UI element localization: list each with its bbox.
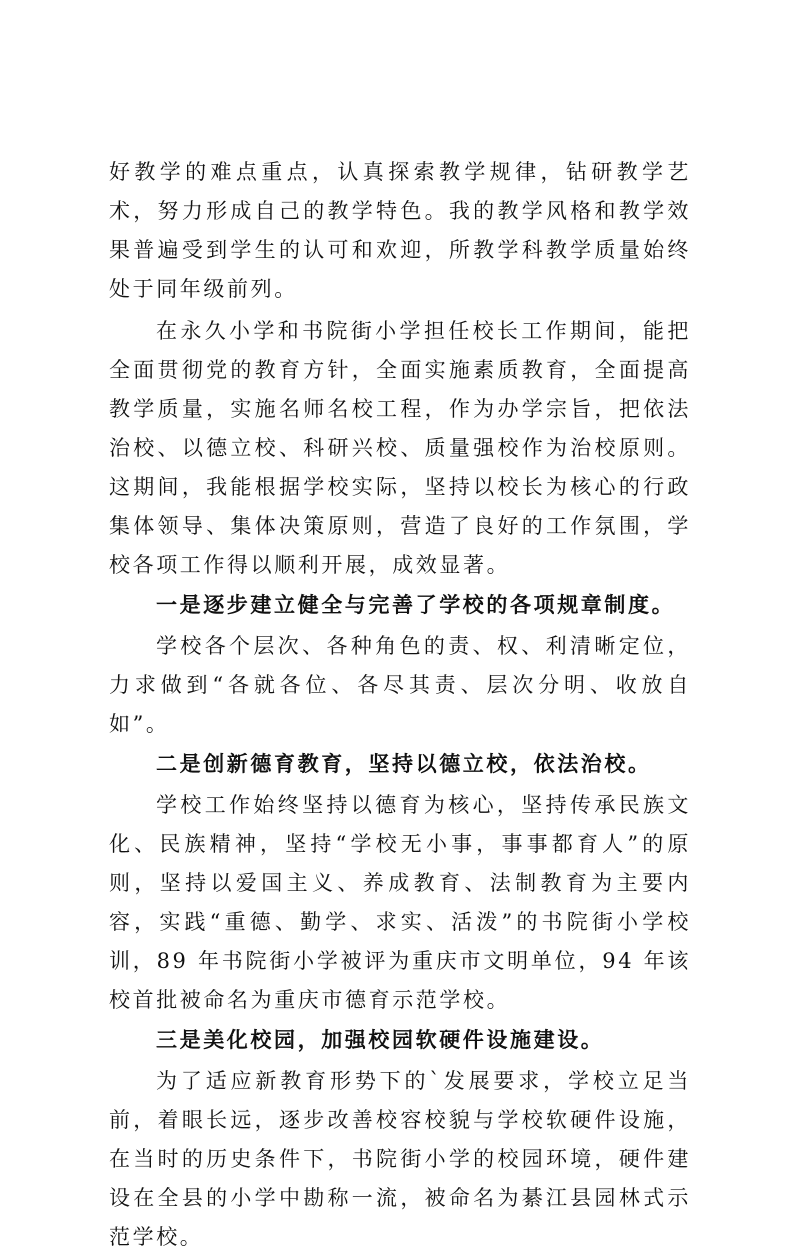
document-body <box>109 153 691 1257</box>
paragraph-principal-work: 在永久小学和书院街小学担任校长工作期间，能把全面贯彻党的教育方针，全面实施素质教育，全面提高教学质量，实施名师名校工程，作为办学宗旨，把依法治校、以德立校、科研兴校、质量强校作为治校原则。这期间，我能根据学校实际，坚持以校长为核心的行政集体领导、集体决策原则，营造了良好的工作氛围，学校各项工作得以顺利开展，成效显著。 <box>109 319 691 577</box>
heading-campus-beautification: 三是美化校园，加强校园软硬件设施建设。 <box>156 1027 605 1052</box>
paragraph-roles-responsibilities: 学校各个层次、各种角色的责、权、利清晰定位，力求做到“各就各位、各尽其责、层次分明、收放自如”。 <box>109 634 691 736</box>
paragraph-teaching-style: 好教学的难点重点，认真探索教学规律，钻研教学艺术，努力形成自己的教学特色。我的教学风格和教学效果普遍受到学生的认可和欢迎，所教学科教学质量始终处于同年级前列。 <box>109 160 691 301</box>
paragraph-campus-facilities: 为了适应新教育形势下的`发展要求，学校立足当前，着眼长远，逐步改善校容校貌与学校软硬件设施，在当时的历史条件下，书院街小学的校园环境，硬件建设在全县的小学中勘称一流，被命名为綦江县园林式示范学校。 <box>109 1069 691 1249</box>
heading-moral-education: 二是创新德育教育，坚持以德立校，依法治校。 <box>156 751 652 776</box>
paragraph-moral-education-details: 学校工作始终坚持以德育为核心，坚持传承民族文化、民族精神，坚持“学校无小事，事事都育人”的原则，坚持以爱国主义、养成教育、法制教育为主要内容，实践“重德、勤学、求实、活泼”的书院街小学校训，89 年书院街小学被评为重庆市文明单位，94 年该校首批被命名为重庆市德育示范学校。 <box>109 793 691 1012</box>
heading-rules-and-regulations: 一是逐步建立健全与完善了学校的各项规章制度。 <box>156 592 676 617</box>
